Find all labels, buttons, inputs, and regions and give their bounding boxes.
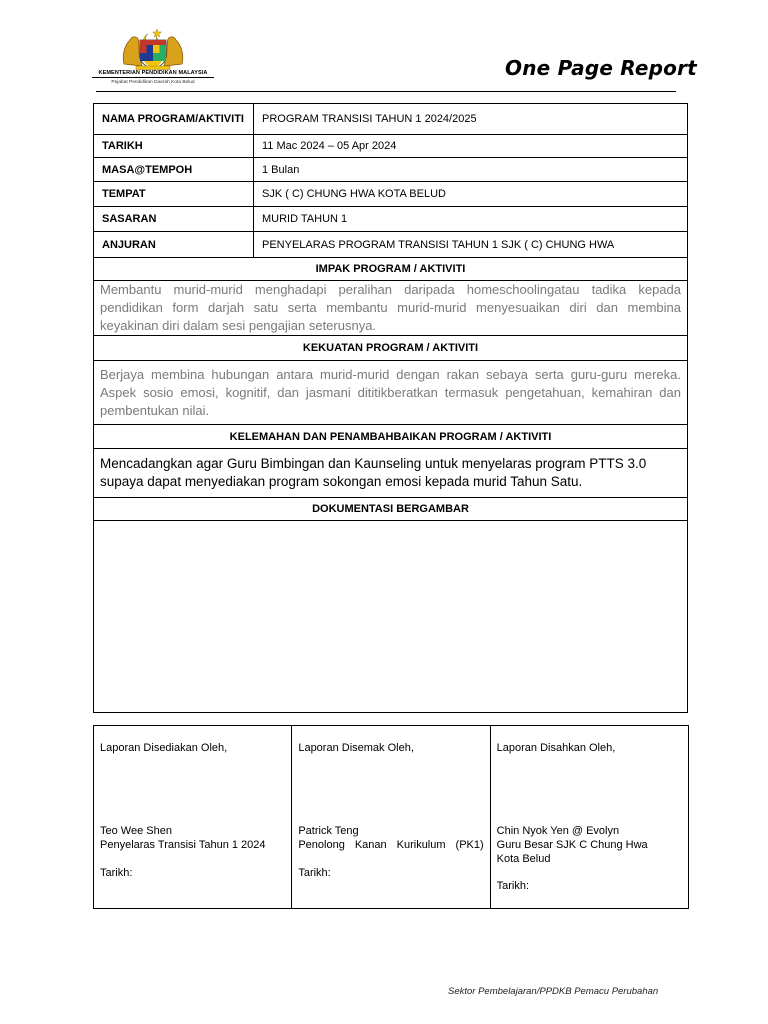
signature-table [93,725,689,909]
signature-heading: Laporan Disahkan Oleh, [496,742,616,754]
signatory-role-location: Kota Belud [496,853,551,865]
info-value: 1 Bulan [254,158,688,182]
signature-block-approved [490,726,688,909]
page-title: One Page Report [505,56,697,80]
impact-section-title: IMPAK PROGRAM / AKTIVITI [94,258,688,281]
info-row-venue [94,182,688,207]
signature-block-reviewed [292,726,490,909]
info-label: SASARAN [94,207,254,232]
signatory-name: Chin Nyok Yen @ Evolyn [496,825,620,837]
info-row-date [94,135,688,158]
improvement-section-title: KELEMAHAN DAN PENAMBAHBAIKAN PROGRAM / AKTIVITI [94,425,688,449]
signature-date-label: Tarikh: [298,867,331,879]
info-row-program [94,104,688,135]
signature-block-prepared [94,726,292,909]
improvement-section-text: Mencadangkan agar Guru Bimbingan dan Kaunseling untuk menyelaras program PTTS 3.0 supaya dapat menyediakan program sokongan emosi kepada murid Tahun Satu. [94,449,688,498]
strength-section-title: KEKUATAN PROGRAM / AKTIVITI [94,336,688,361]
report-table [93,103,688,713]
info-label: MASA@TEMPOH [94,158,254,182]
strength-section-text: Berjaya membina hubungan antara murid-murid dengan rakan sebaya serta guru-guru mereka. Aspek sosio emosi, kognitif, dan jasmani dititikberatkan termasuk pengetahuan, kemahiran dan pembentukan nilai. [94,361,688,425]
info-row-target [94,207,688,232]
info-row-duration [94,158,688,182]
signatory-name: Patrick Teng [298,825,359,837]
info-value: SJK ( C) CHUNG HWA KOTA BELUD [254,182,688,207]
info-value: MURID TAHUN 1 [254,207,688,232]
title-divider [96,91,676,92]
signatory-role: Penyelaras Transisi Tahun 1 2024 [100,839,266,851]
ministry-name: KEMENTERIAN PENDIDIKAN MALAYSIA [92,70,214,78]
info-row-organizer [94,232,688,258]
signatory-role: Guru Besar SJK C Chung Hwa [496,839,648,851]
signature-heading: Laporan Disemak Oleh, [298,742,414,754]
impact-section-text: Membantu murid-murid menghadapi peralihan daripada homeschoolingatau tadika kepada pendidikan form darjah satu serta membantu murid-murid menyesuaikan diri dan membina keyakinan diri dalam sesi pengajian seterusnya. [94,281,688,336]
district-office-name: Pejabat Pendidikan Daerah Kota Belud [111,80,195,85]
info-value: PENYELARAS PROGRAM TRANSISI TAHUN 1 SJK ( C) CHUNG HWA [254,232,688,258]
info-value: PROGRAM TRANSISI TAHUN 1 2024/2025 [254,104,688,135]
signatory-role: Penolong Kanan Kurikulum (PK1) [298,839,484,851]
info-label: TEMPAT [94,182,254,207]
signature-heading: Laporan Disediakan Oleh, [100,742,228,754]
signatory-name: Teo Wee Shen [100,825,172,837]
signature-date-label: Tarikh: [100,867,133,879]
info-label: TARIKH [94,135,254,158]
documentation-section-title: DOKUMENTASI BERGAMBAR [94,498,688,521]
page-footer: Sektor Pembelajaran/PPDKB Pemacu Perubahan [448,986,659,997]
photo-documentation-area [94,521,688,713]
signature-date-label: Tarikh: [496,880,530,892]
info-label: NAMA PROGRAM/AKTIVITI [94,104,254,135]
info-value: 11 Mac 2024 – 05 Apr 2024 [254,135,688,158]
info-label: ANJURAN [94,232,254,258]
